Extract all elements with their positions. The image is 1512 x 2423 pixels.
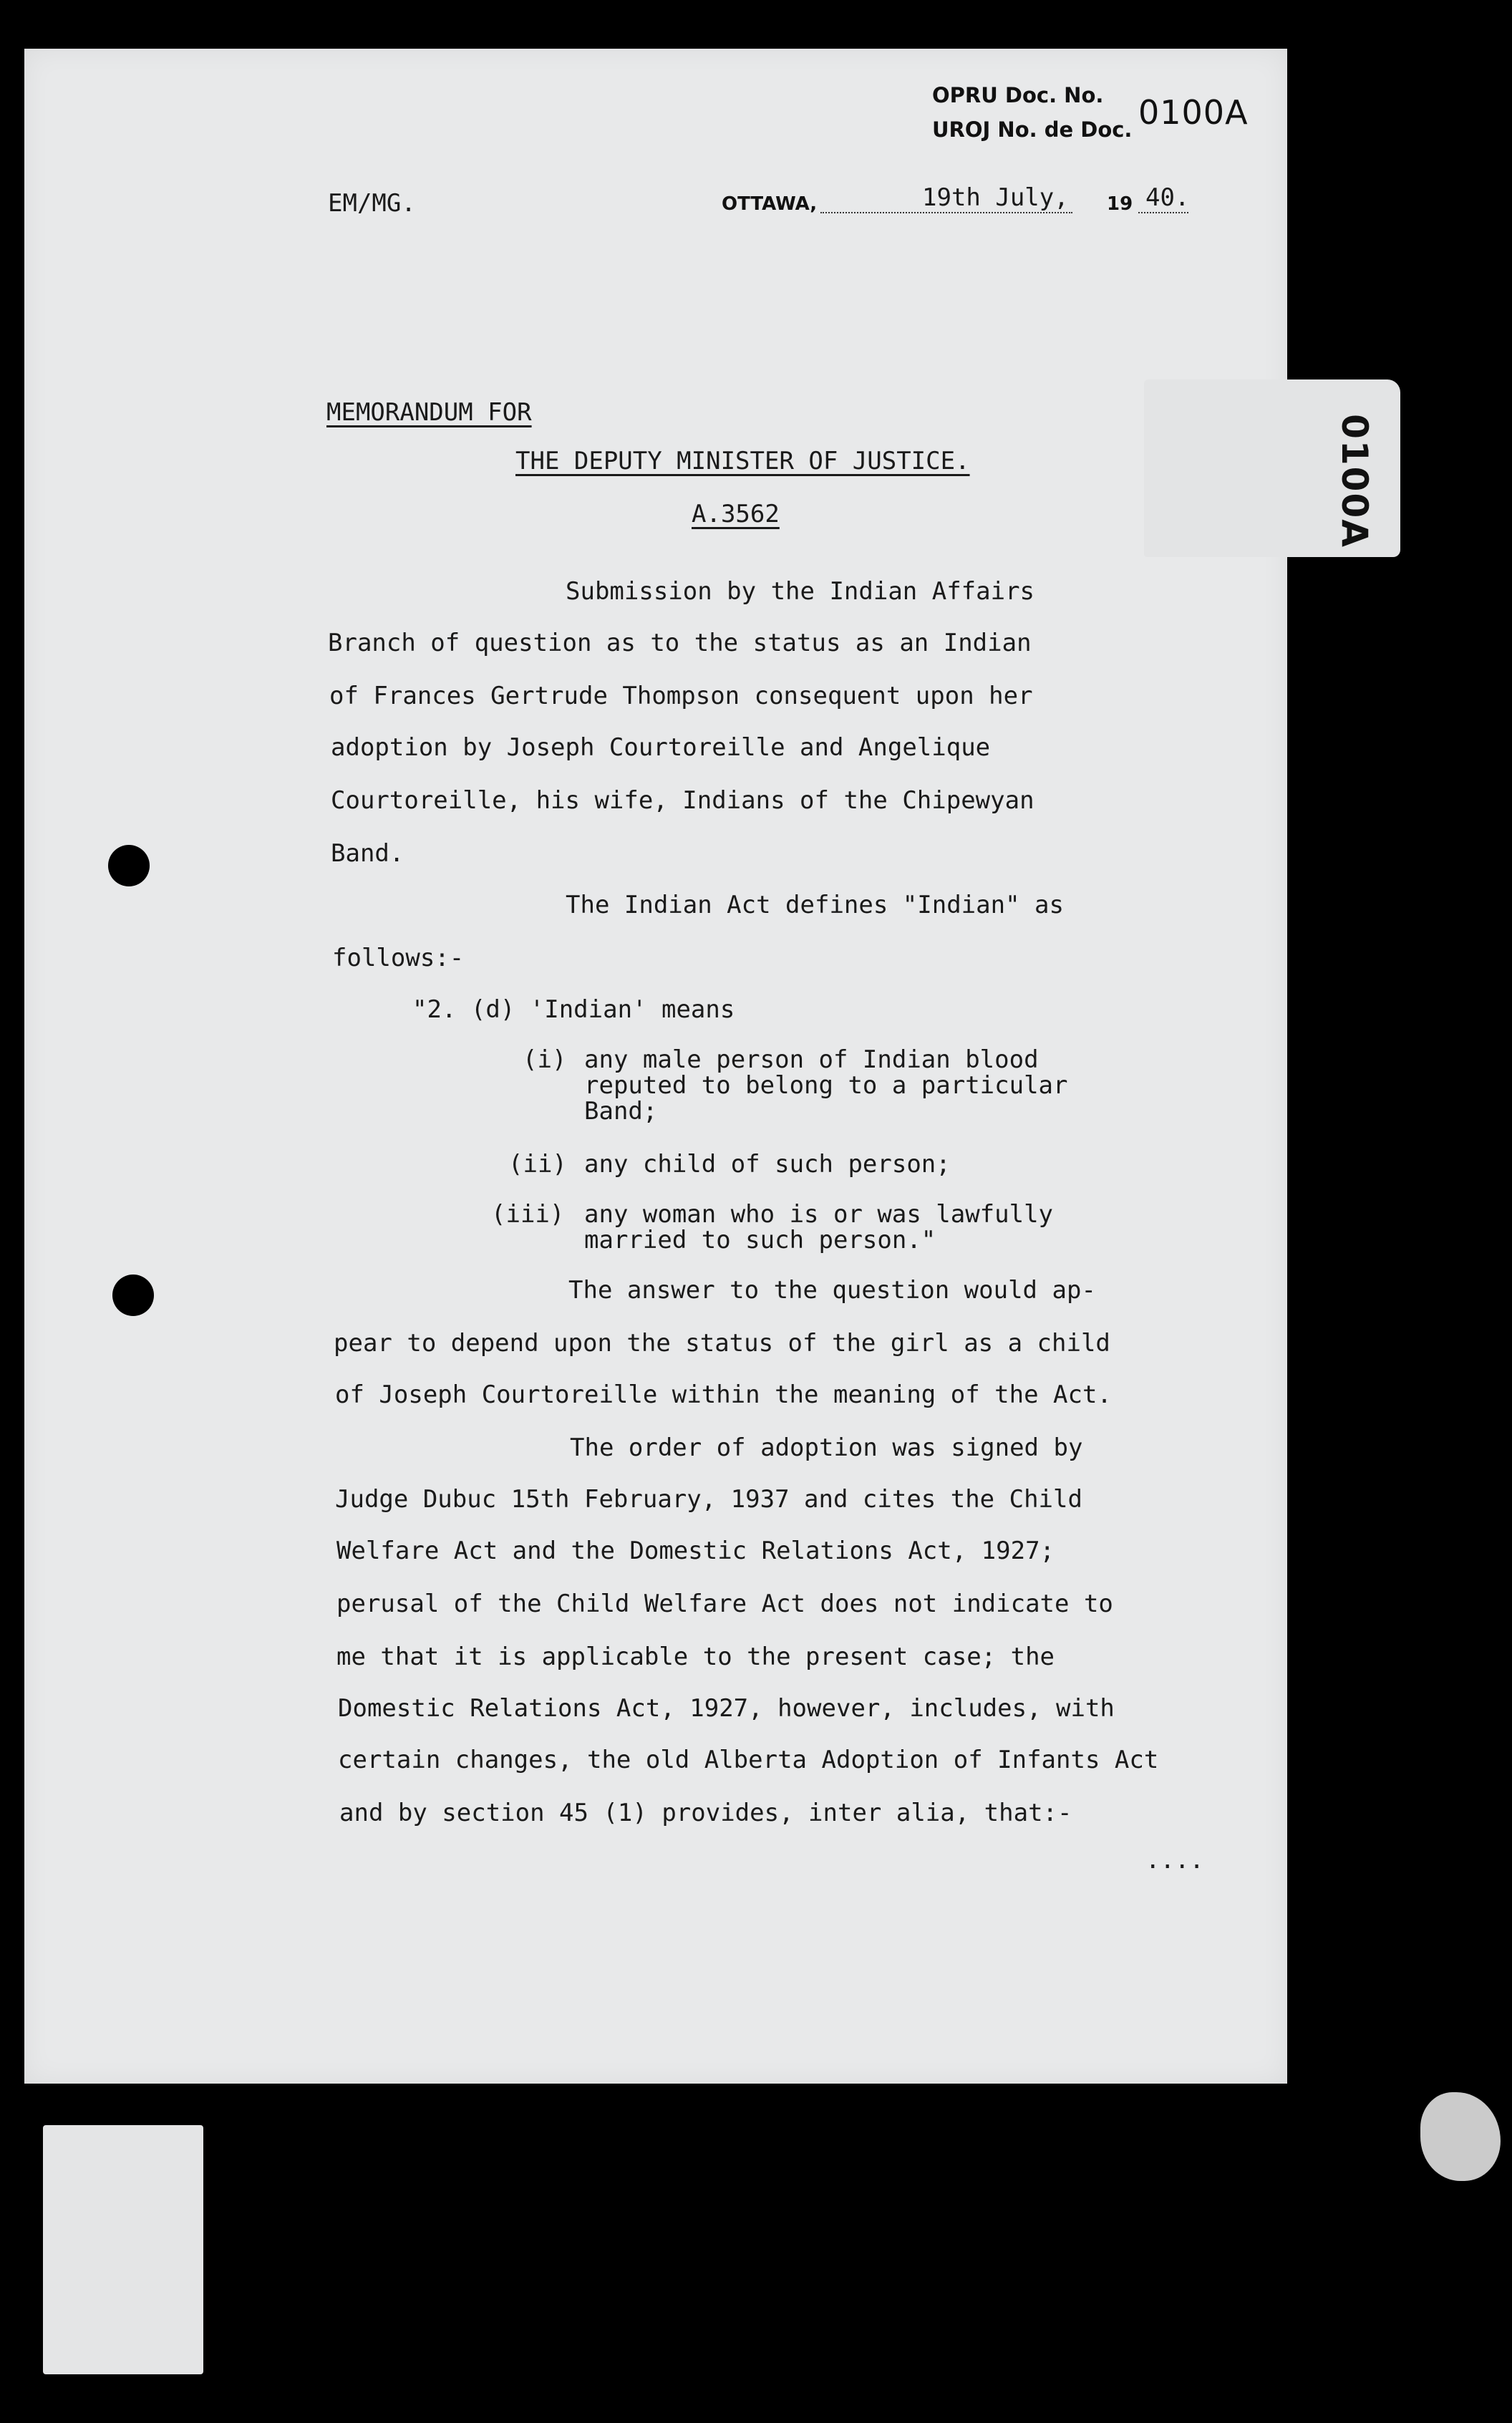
para1-line: Courtoreille, his wife, Indians of the Chipewyan xyxy=(331,786,1034,815)
quote-item-line: Band; xyxy=(584,1097,658,1126)
punch-hole-lower xyxy=(112,1275,154,1316)
tab-number-text: 0100A xyxy=(1334,414,1375,548)
stamp-uroj-label: UROJ No. de Doc. xyxy=(932,117,1133,142)
year-dotted-line xyxy=(1138,212,1188,213)
para1-line: Branch of question as to the status as an Indian xyxy=(328,629,1032,657)
stamp-handwritten-number: 0100A xyxy=(1138,93,1249,132)
quote-item-line: any child of such person; xyxy=(584,1150,951,1179)
para1-line: Band. xyxy=(331,839,404,868)
para2-line: follows:- xyxy=(332,944,465,972)
para3-line: of Joseph Courtoreille within the meaning of the Act. xyxy=(335,1380,1112,1409)
para2-line: The Indian Act defines "Indian" as xyxy=(566,891,1064,919)
quote-item-number: (ii) xyxy=(508,1150,567,1179)
film-label-card xyxy=(43,2125,203,2374)
para4-line: and by section 45 (1) provides, inter alia, that:- xyxy=(339,1799,1072,1827)
tab-number-label xyxy=(1326,414,1383,548)
para1-line: Submission by the Indian Affairs xyxy=(566,577,1035,606)
punch-hole-upper xyxy=(108,845,150,886)
para4-line: me that it is applicable to the present case; the xyxy=(336,1643,1055,1671)
quote-item-number: (iii) xyxy=(491,1200,565,1229)
quote-item-line: any woman who is or was lawfully xyxy=(584,1200,1054,1229)
stamp-opru-label: OPRU Doc. No. xyxy=(932,83,1104,107)
header-date: 19th July, xyxy=(922,183,1069,212)
memo-heading-1: MEMORANDUM FOR xyxy=(326,398,532,427)
para4-line: perusal of the Child Welfare Act does not indicate to xyxy=(336,1590,1113,1618)
continuation-marker: .... xyxy=(1145,1846,1204,1875)
quote-item-line: any male person of Indian blood xyxy=(584,1045,1039,1074)
memo-file-number: A.3562 xyxy=(692,500,780,528)
para4-line: Judge Dubuc 15th February, 1937 and cites the Child xyxy=(335,1485,1082,1514)
quote-item-line: reputed to belong to a particular xyxy=(584,1071,1068,1100)
header-initials: EM/MG. xyxy=(328,189,416,218)
para1-line: of Frances Gertrude Thompson consequent upon her xyxy=(329,682,1033,710)
paper-scrap xyxy=(1420,2092,1501,2181)
para3-line: The answer to the question would ap- xyxy=(568,1276,1096,1305)
para4-line: The order of adoption was signed by xyxy=(570,1433,1083,1462)
memo-heading-2: THE DEPUTY MINISTER OF JUSTICE. xyxy=(515,447,970,475)
quote-item-number: (i) xyxy=(523,1045,567,1074)
quote-item-line: married to such person." xyxy=(584,1226,936,1254)
para1-line: adoption by Joseph Courtoreille and Angelique xyxy=(331,733,991,762)
header-city-label: OTTAWA, xyxy=(722,193,818,215)
date-dotted-line xyxy=(820,212,1072,213)
para4-line: certain changes, the old Alberta Adoption of Infants Act xyxy=(338,1746,1159,1774)
para4-line: Welfare Act and the Domestic Relations Act, 1927; xyxy=(336,1537,1055,1565)
para3-line: pear to depend upon the status of the girl as a child xyxy=(334,1329,1110,1358)
quote-intro: "2. (d) 'Indian' means xyxy=(412,995,735,1024)
header-year-prefix: 19 xyxy=(1107,193,1133,215)
para4-line: Domestic Relations Act, 1927, however, includes, with xyxy=(338,1694,1115,1723)
header-year-suffix: 40. xyxy=(1145,183,1190,212)
